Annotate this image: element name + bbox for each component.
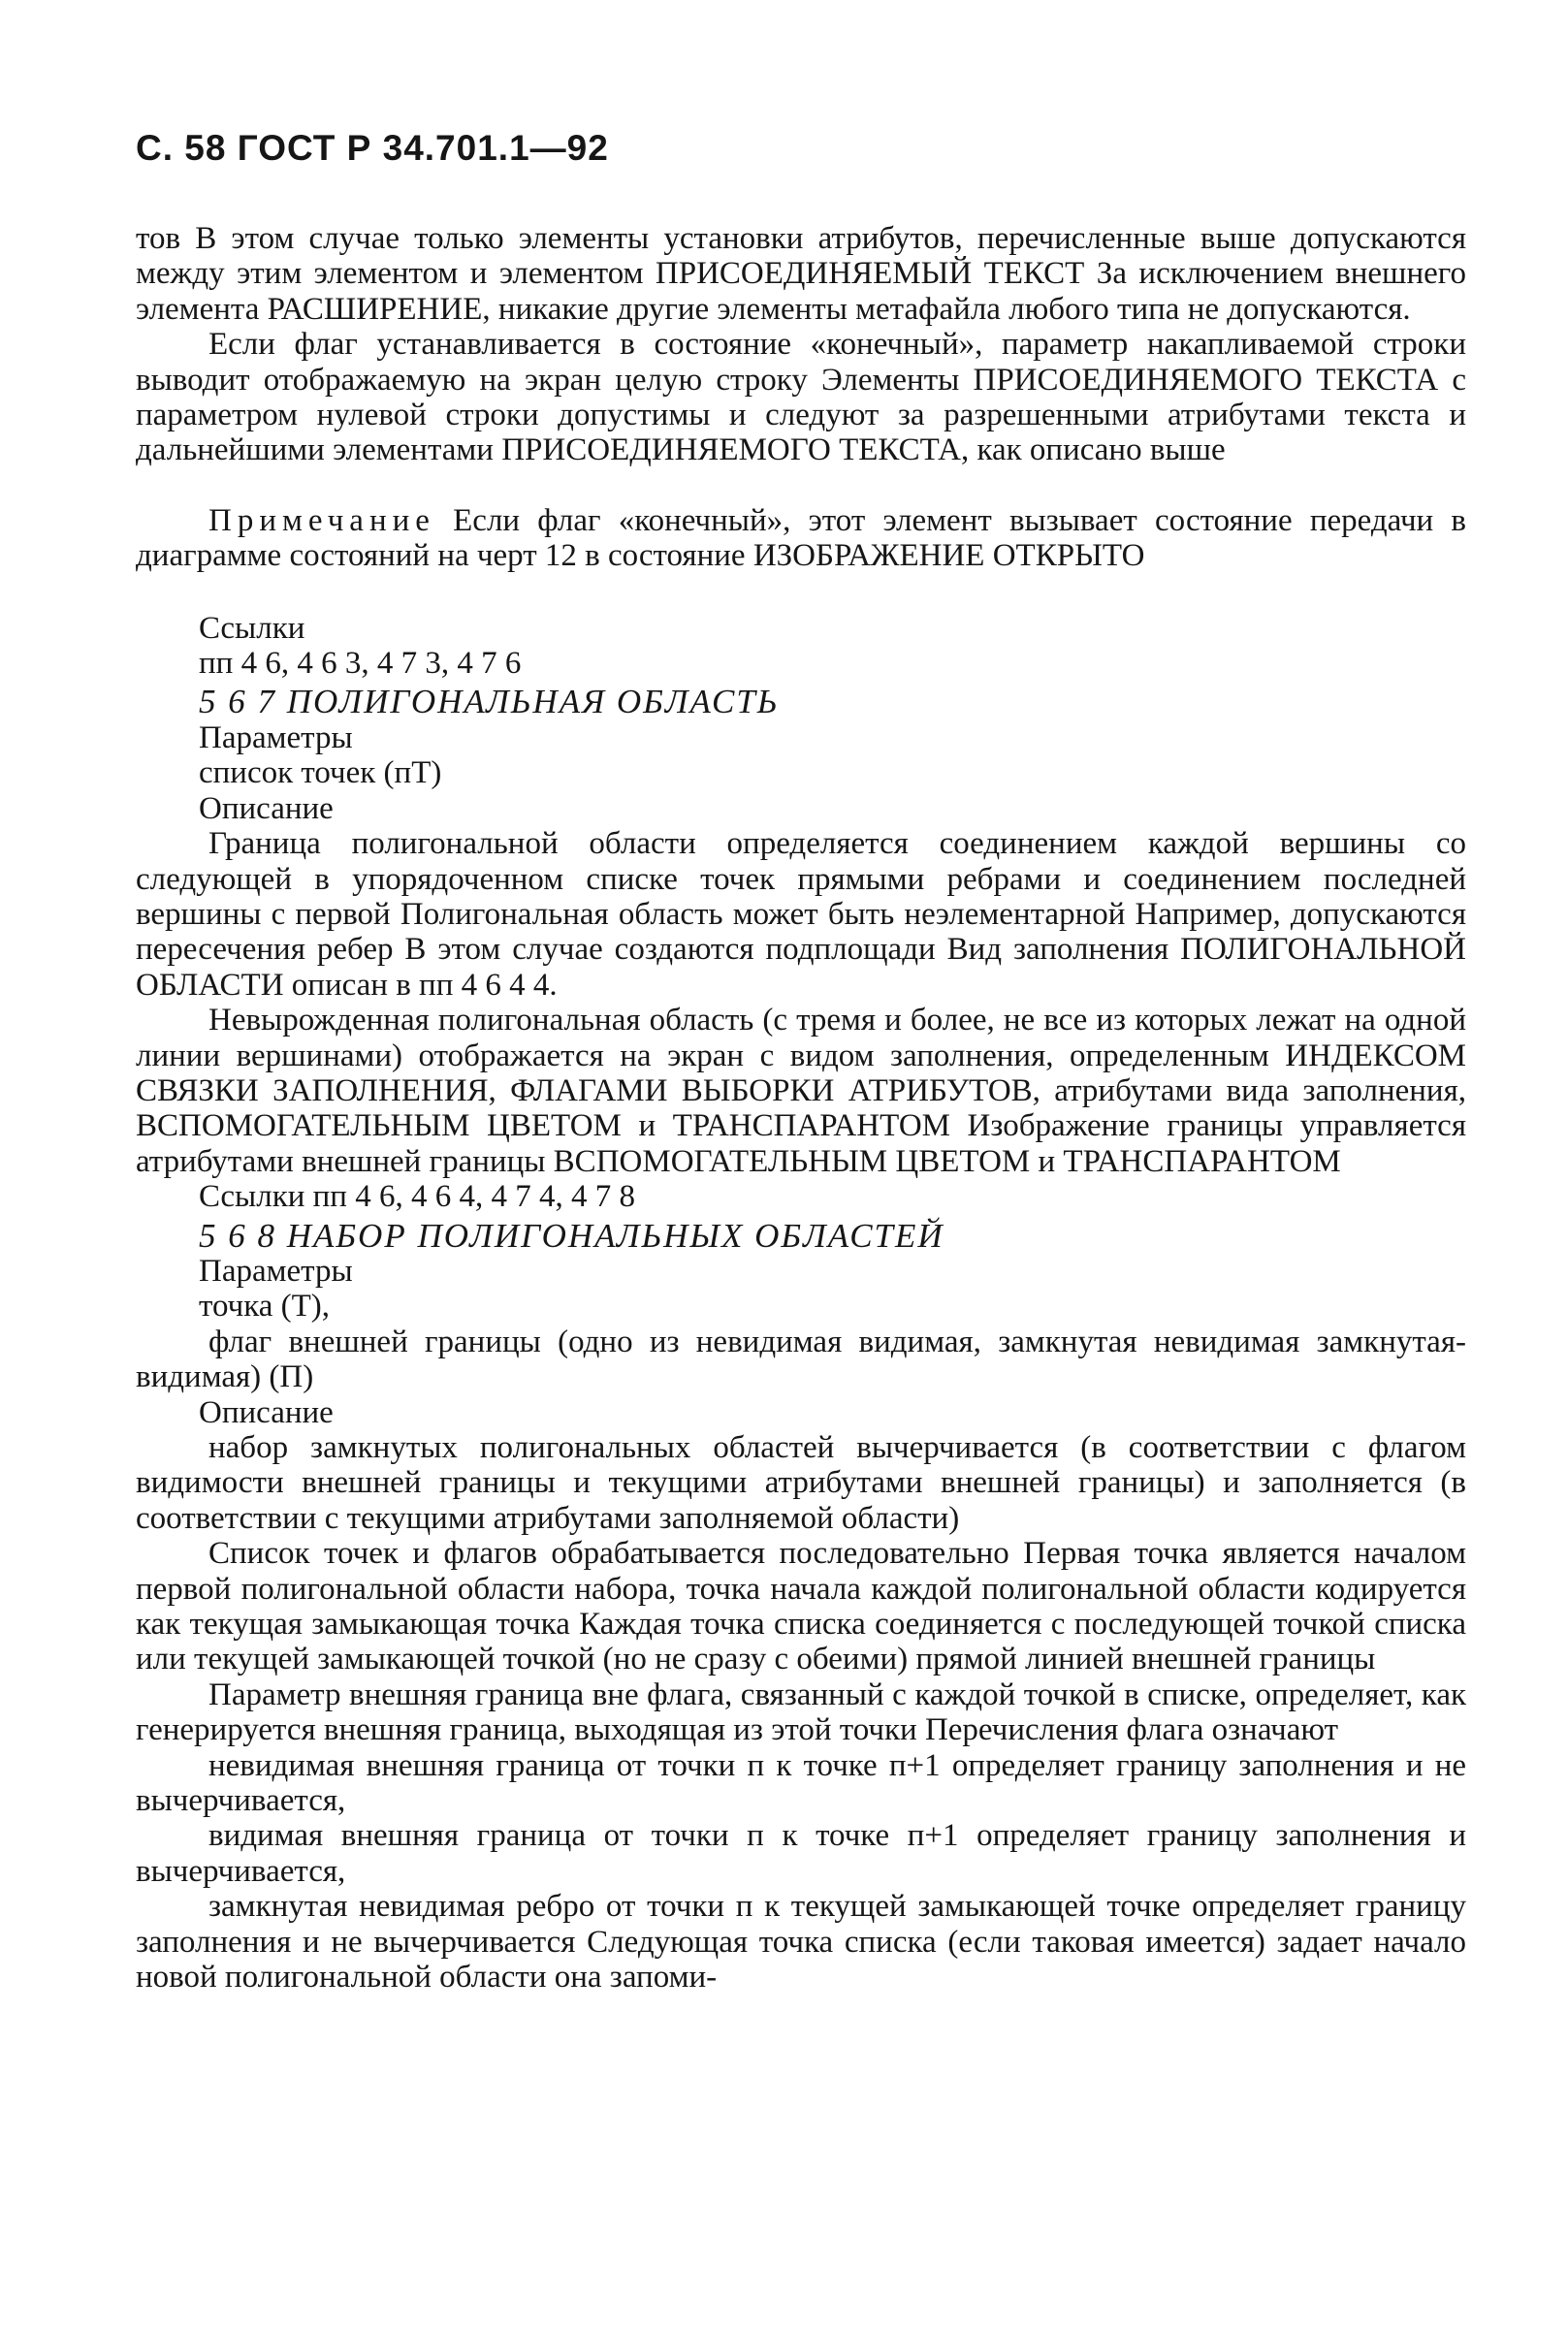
page-body <box>136 221 1466 1996</box>
paragraph-final-flag: Если флаг устанавливается в состояние «конечный», параметр накапливаемой строки выводит отображаемую на экран целую строку Элементы ПРИСОЕДИНЯЕМОГО ТЕКСТА с параметром нулевой строки допустимы и следуют за разрешенными атрибутами текста и дальнейшими элементами ПРИСОЕДИНЯЕМОГО ТЕКСТА, как описано выше <box>136 327 1466 468</box>
paragraph-invisible: невидимая внешняя граница от точки п к точке п+1 определяет границу заполнения и не вычерчивается, <box>136 1747 1466 1819</box>
paragraph-polygon-set: набор замкнутых полигональных областей вычерчивается (в соответствии с флагом видимости внешней границы и текущими атрибутами внешней границы) и заполняется (в соответствии с текущими атрибутами заполняемой области) <box>136 1430 1466 1536</box>
paragraph-continuation: тов В этом случае только элементы установки атрибутов, перечисленные выше допускаются между этим элементом и элементом ПРИСОЕДИНЯЕМЫЙ ТЕКСТ За исключением внешнего элемента РАСШИРЕНИЕ, никакие другие элементы метафайла любого типа не допускаются. <box>136 221 1466 327</box>
section-567-title: 5 6 7 ПОЛИГОНАЛЬНАЯ ОБЛАСТЬ <box>199 683 780 721</box>
paragraph-visible: видимая внешняя граница от точки п к точке п+1 определяет границу заполнения и вычерчивается, <box>136 1818 1466 1889</box>
note-text: Если флаг «конечный», этот элемент вызывает состояние передачи в диаграмме состояний на черт 12 в состояние ИЗОБРАЖЕНИЕ ОТКРЫТО <box>136 502 1467 574</box>
param-item: список точек (пТ) <box>199 755 442 791</box>
description-label: Описание <box>199 790 334 826</box>
note-label: Примечание <box>208 502 435 538</box>
paragraph-points-list: Список точек и флагов обрабатывается последовательно Первая точка является началом первой полигональной области набора, точка начала каждой полигональной области кодируется как текущая замыкающая точка Каждая точка списка соединяется с последующей точкой списка или текущей замыкающей точкой (но не сразу с обеими) прямой линией внешней границы <box>136 1536 1466 1677</box>
paragraph-polygon-boundary: Граница полигональной области определяется соединением каждой вершины со следующей в упорядоченном списке точек прямыми ребрами и соединением последней вершины с первой Полигональная область может быть неэлементарной Например, допускаются пересечения ребер В этом случае создаются подплощади Вид заполнения ПОЛИГОНАЛЬНОЙ ОБЛАСТИ описан в пп 4 6 4 4. <box>136 826 1466 1003</box>
page-header: С. 58 ГОСТ Р 34.701.1—92 <box>136 128 609 168</box>
refs-values: пп 4 6, 4 6 3, 4 7 3, 4 7 6 <box>199 646 522 682</box>
paragraph-edge-flag: Параметр внешняя граница вне флага, связанный с каждой точкой в списке, определяет, как генерируется внешняя граница, выходящая из этой точки Перечисления флага означают <box>136 1676 1466 1748</box>
note-paragraph <box>136 503 1466 574</box>
params-label: Параметры <box>199 1253 353 1289</box>
description-label: Описание <box>199 1394 334 1430</box>
params-label: Параметры <box>199 719 353 755</box>
refs-line: Ссылки пп 4 6, 4 6 4, 4 7 4, 4 7 8 <box>199 1179 635 1215</box>
refs-label: Ссылки <box>199 610 305 646</box>
paragraph-polygon-display: Невырожденная полигональная область (с тремя и более, не все из которых лежат на одной линии вершинами) отображается на экран с видом заполнения, определенным ИНДЕКСОМ СВЯЗКИ ЗАПОЛНЕНИЯ, ФЛАГАМИ ВЫБОРКИ АТРИБУТОВ, атрибутами вида заполнения, ВСПОМОГАТЕЛЬНЫМ ЦВЕТОМ и ТРАНСПАРАНТОМ Изображение границы управляется атрибутами внешней границы ВСПОМОГАТЕЛЬНЫМ ЦВЕТОМ и ТРАНСПАРАНТОМ <box>136 1003 1466 1179</box>
paragraph-closed-invisible: замкнутая невидимая ребро от точки п к текущей замыкающей точке определяет границу заполнения и не вычерчивается Следующая точка списка (если таковая имеется) задает начало новой полигональной области она запоми- <box>136 1889 1466 1996</box>
param-item: флаг внешней границы (одно из невидимая видимая, замкнутая невидимая замкнутая-видимая) (П) <box>136 1324 1466 1395</box>
param-item: точка (Т), <box>199 1289 331 1325</box>
section-568-title: 5 6 8 НАБОР ПОЛИГОНАЛЬНЫХ ОБЛАСТЕЙ <box>199 1216 944 1255</box>
